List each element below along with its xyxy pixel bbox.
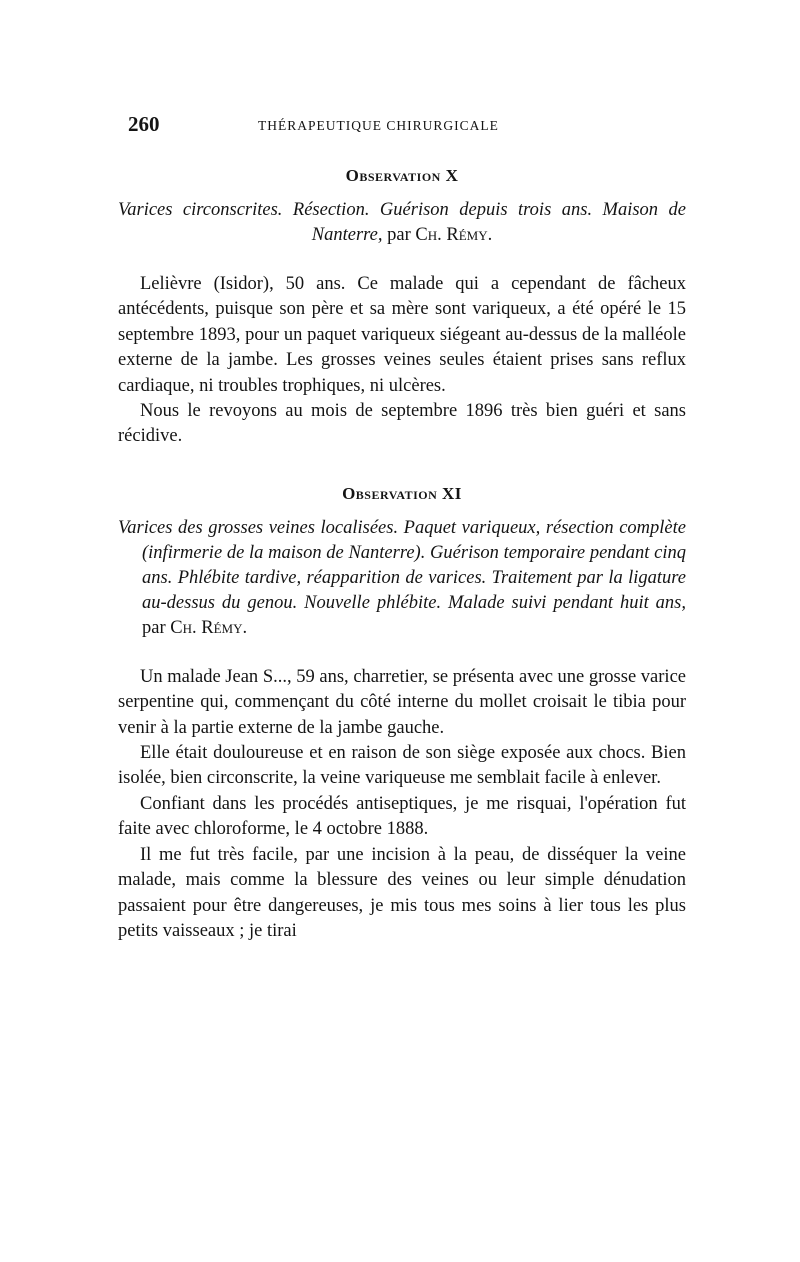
running-title: THÉRAPEUTIQUE CHIRURGICALE (258, 118, 499, 133)
observation-xi-paragraph-3: Confiant dans les procédés antiseptiques, je me risquai, l'opération fut faite avec chloroforme, le 4 octobre 1888. (118, 793, 686, 840)
observation-xi-paragraph-4: Il me fut très facile, par une incision à la peau, de disséquer la veine malade, mais comme la blessure des veines ou leur simple dénudation passaient pour être dangereuses, je mis tous mes soins à lier tous les plus petits vaisseaux ; je tirai (118, 844, 686, 941)
page-header (118, 112, 686, 142)
book-page (118, 112, 686, 944)
observation-x-heading (118, 198, 686, 248)
observation-x-body (118, 272, 686, 450)
observation-x-heading-text: Varices circonscrites. Résection. Guérison depuis trois ans. Maison de Nanterre, (118, 200, 686, 245)
observation-xi-author: Ch. Rémy. (170, 617, 248, 638)
observation-xi-paragraph-1: Un malade Jean S..., 59 ans, charretier, se présenta avec une grosse varice serpentine qui, commençant du côté interne du mollet croisait le tibia pour venir à la partie externe de la jambe gauche. (118, 666, 686, 738)
observation-xi-body (118, 665, 686, 944)
observation-x-heading-by: par (387, 225, 411, 245)
observation-x (118, 166, 686, 450)
observation-xi-paragraph-2: Elle était douloureuse et en raison de son siège exposée aux chocs. Bien isolée, bien circonscrite, la veine variqueuse me semblait facile à enlever. (118, 743, 686, 789)
observation-xi-heading-text: Varices des grosses veines localisées. Paquet variqueux, résection complète (infirmerie de la maison de Nanterre). Guérison temporaire pendant cinq ans. Phlébite tardive, réapparition de varices. Traitement par la ligature au-dessus du genou. Nouvelle phlébite. Malade suivi pendant huit ans, (118, 517, 686, 613)
observation-x-author: Ch. Rémy. (415, 225, 493, 245)
observation-xi-heading (118, 516, 686, 641)
observation-xi-title: Observation XI (342, 483, 462, 503)
page-number: 260 (128, 112, 160, 136)
observation-x-title: Observation X (345, 166, 459, 185)
observation-xi-heading-by: par (142, 617, 166, 638)
observation-x-paragraph-2: Nous le revoyons au mois de septembre 1896 très bien guéri et sans récidive. (118, 401, 686, 447)
observation-xi (118, 484, 686, 944)
observation-x-paragraph-1: Lelièvre (Isidor), 50 ans. Ce malade qui a cependant de fâcheux antécédents, puisque son père et sa mère sont variqueux, a été opéré le 15 septembre 1893, pour un paquet variqueux siégeant au-dessus de la malléole externe de la jambe. Les grosses veines seules étaient prises sans reflux cardiaque, ni troubles trophiques, ni ulcères. (118, 274, 686, 396)
